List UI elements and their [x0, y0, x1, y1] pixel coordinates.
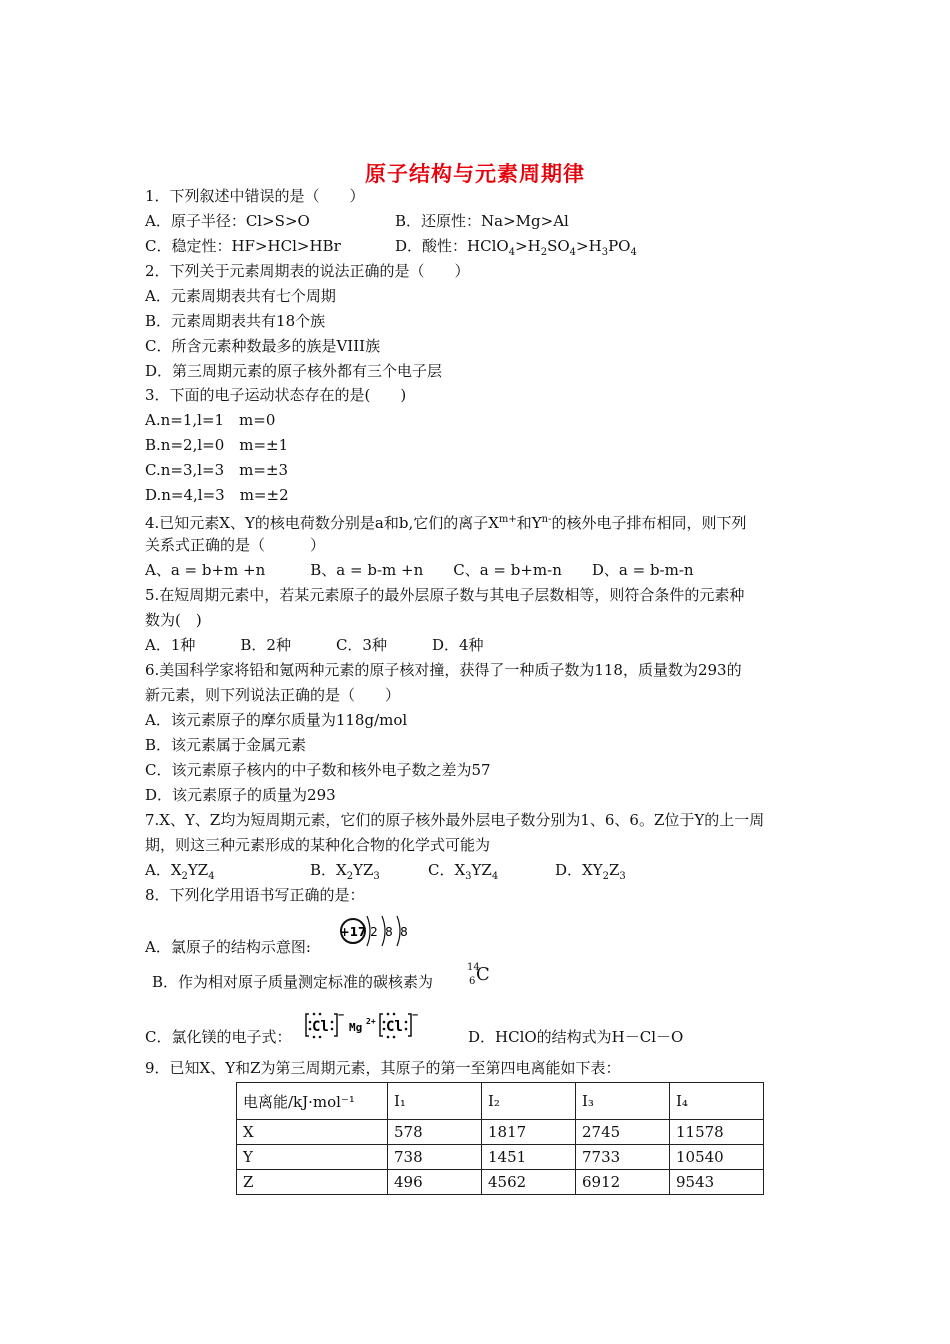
q7-option-b [310, 860, 380, 887]
mgcl2-electron-formula [300, 1008, 440, 1040]
q1-d-sub: 4 [630, 247, 637, 258]
q4-charge: m+ [498, 514, 517, 525]
electron-dot [393, 1013, 396, 1016]
q6-option-c: C．该元素原子核内的中子数和核外电子数之差为57 [145, 761, 491, 779]
table-cell: 2745 [576, 1120, 670, 1145]
table-cell: 578 [388, 1120, 482, 1145]
table-cell: Y [237, 1145, 388, 1170]
electron-dot [393, 1036, 396, 1039]
q3-option-c: C.n=3,l=3 m=±3 [145, 461, 289, 479]
q1-d-prefix: D．酸性：HClO [395, 237, 509, 255]
q7-sub: 2 [346, 871, 354, 882]
q4-stem-line1 [145, 510, 747, 533]
table-cell: 11578 [670, 1120, 764, 1145]
q7-sub: 4 [491, 871, 499, 882]
q1-d-sub: 3 [601, 247, 609, 258]
electron-dot [319, 1013, 322, 1016]
bracket-left [380, 1014, 383, 1036]
q7-sub: 4 [208, 871, 215, 882]
chlorine-symbol: Cl [386, 1019, 403, 1035]
table-header-row [237, 1083, 764, 1120]
q5-options: A．1种 B．2种 C．3种 D．4种 [145, 636, 484, 654]
q2-option-a: A．元素周期表共有七个周期 [145, 287, 336, 305]
q9-stem: 9．已知X、Y和Z为第三周期元素，其原子的第一至第四电离能如下表： [145, 1059, 621, 1077]
chloride-charge: − [412, 1010, 419, 1021]
q7-option-a [145, 860, 215, 887]
mass-number: 14 [467, 962, 480, 973]
q1-d-part1: >H [515, 237, 541, 255]
table-cell: 7733 [576, 1145, 670, 1170]
shell-1-electrons: 2 [370, 925, 378, 939]
table-cell: 496 [388, 1170, 482, 1195]
electron-dot [387, 1036, 390, 1039]
element-symbol: C [476, 964, 490, 985]
q1-option-c: C．稳定性：HF>HCl>HBr [145, 237, 341, 255]
electron-dot [319, 1036, 322, 1039]
q6-stem-line2: 新元素，则下列说法正确的是（ ） [145, 686, 401, 704]
q1-d-sub: 4 [569, 247, 577, 258]
chlorine-symbol: Cl [312, 1019, 329, 1035]
q7-b-text: B．X [310, 861, 347, 879]
table-cell: 6912 [576, 1170, 670, 1195]
q4-stem-line2: 关系式正确的是（ ） [145, 536, 326, 554]
q8-option-b: B．作为相对原子质量测定标准的碳核素为 [152, 973, 434, 991]
q6-option-a: A．该元素原子的摩尔质量为118g/mol [145, 711, 408, 729]
q6-option-b: B．该元素属于金属元素 [145, 736, 307, 754]
q7-a-text: YZ [187, 861, 209, 879]
nucleus-charge: +17 [339, 925, 367, 939]
header-cell: I₁ [388, 1083, 482, 1120]
q7-sub: 3 [619, 871, 626, 882]
q2-stem: 2．下列关于元素周期表的说法正确的是（ ） [145, 262, 470, 280]
bracket-right [408, 1014, 411, 1036]
table-cell: 4562 [482, 1170, 576, 1195]
q7-stem-line2: 期，则这三种元素形成的某种化合物的化学式可能为 [145, 836, 491, 854]
electron-dot [331, 1021, 334, 1024]
table-cell: 738 [388, 1145, 482, 1170]
q2-option-d: D．第三周期元素的原子核外都有三个电子层 [145, 362, 443, 380]
q3-option-a: A.n=1,l=1 m=0 [145, 411, 276, 429]
electron-dot [313, 1036, 316, 1039]
q7-a-text: A．X [145, 861, 182, 879]
electron-dot [405, 1021, 408, 1024]
q7-option-d [555, 860, 626, 887]
q6-stem-line1: 6.美国科学家将铅和氪两种元素的原子核对撞，获得了一种质子数为118，质量数为293的 [145, 661, 742, 679]
chloride-charge: − [338, 1010, 345, 1021]
table-cell: Z [237, 1170, 388, 1195]
q1-options-ab [145, 211, 805, 231]
q7-d-text: D．XY [555, 861, 603, 879]
q7-c-text: C．X [428, 861, 466, 879]
ionization-energy-table [236, 1082, 764, 1195]
electron-dot [383, 1028, 386, 1031]
q1-option-a: A．原子半径：Cl>S>O [145, 212, 310, 230]
q1-d-sub: 2 [540, 247, 548, 258]
q7-sub: 3 [373, 871, 380, 882]
header-cell: 电离能/kJ·mol⁻¹ [237, 1083, 388, 1120]
shell-3-electrons: 8 [400, 925, 408, 939]
table-cell: 1817 [482, 1120, 576, 1145]
q1-stem: 1．下列叙述中错误的是（ ） [145, 187, 365, 205]
chlorine-atom-diagram [336, 910, 416, 952]
electron-dot [387, 1013, 390, 1016]
carbon-nuclide [463, 962, 493, 992]
q8-option-d: D．HClO的结构式为H－Cl－O [468, 1028, 684, 1046]
q4-text: 的核外电子排布相同，则下列 [551, 514, 747, 532]
q3-option-b: B.n=2,l=0 m=±1 [145, 436, 289, 454]
header-cell: I₂ [482, 1083, 576, 1120]
table-row [237, 1145, 764, 1170]
q6-option-d: D．该元素原子的质量为293 [145, 786, 336, 804]
q1-d-sub: 4 [508, 247, 516, 258]
q7-sub: 3 [465, 871, 472, 882]
q3-option-d: D.n=4,l=3 m=±2 [145, 486, 289, 504]
table-cell: 9543 [670, 1170, 764, 1195]
electron-dot [331, 1028, 334, 1031]
q7-c-text: YZ [471, 861, 492, 879]
q7-b-text: YZ [353, 861, 374, 879]
q7-d-text: Z [608, 861, 620, 879]
magnesium-symbol: Mg [349, 1021, 363, 1034]
q7-sub: 2 [602, 871, 609, 882]
q4-options: A、a = b+m +n B、a = b-m +n C、a = b+m-n D、a = b-m-n [145, 561, 694, 579]
q2-option-b: B．元素周期表共有18个族 [145, 312, 326, 330]
electron-dot [309, 1028, 312, 1031]
electron-dot [309, 1021, 312, 1024]
q5-stem-line2: 数为( ) [145, 611, 202, 629]
q3-stem: 3．下面的电子运动状态存在的是( ) [145, 386, 407, 404]
q4-text: 4.已知元素X、Y的核电荷数分别是a和b,它们的离子X [145, 514, 499, 532]
q1-d-part2: SO [547, 237, 570, 255]
q4-charge: n- [541, 514, 552, 525]
table-row [237, 1170, 764, 1195]
q7-option-c [428, 860, 498, 887]
page-title: 原子结构与元素周期律 [365, 161, 585, 186]
header-cell: I₄ [670, 1083, 764, 1120]
q8-option-c: C．氯化镁的电子式： [145, 1028, 292, 1046]
electron-dot [313, 1013, 316, 1016]
electron-dot [383, 1021, 386, 1024]
table-cell: X [237, 1120, 388, 1145]
q1-options-cd [145, 236, 805, 256]
atomic-number: 6 [469, 976, 476, 987]
table-row [237, 1120, 764, 1145]
q2-option-c: C．所含元素种数最多的族是VIII族 [145, 337, 381, 355]
table-cell: 10540 [670, 1145, 764, 1170]
q7-stem-line1: 7.X、Y、Z均为短周期元素，它们的原子核外最外层电子数分别为1、6、6。Z位于Y的上一周 [145, 811, 765, 829]
table-cell: 1451 [482, 1145, 576, 1170]
q1-d-part3: >H [576, 237, 602, 255]
q5-stem-line1: 5.在短周期元素中，若某元素原子的最外层原子数与其电子层数相等，则符合条件的元素种 [145, 586, 745, 604]
bracket-right [334, 1014, 337, 1036]
q4-text: 和Y [516, 514, 542, 532]
electron-dot [405, 1028, 408, 1031]
q8-option-a: A．氯原子的结构示意图: [145, 938, 311, 956]
q7-sub: 2 [181, 871, 188, 882]
magnesium-charge: 2+ [366, 1017, 376, 1026]
q8-stem: 8．下列化学用语书写正确的是： [145, 886, 365, 904]
header-cell: I₃ [576, 1083, 670, 1120]
bracket-left [306, 1014, 309, 1036]
q1-d-part4: PO [608, 237, 631, 255]
q1-option-b: B．还原性：Na>Mg>Al [395, 212, 569, 230]
shell-2-electrons: 8 [385, 925, 393, 939]
q1-option-d [395, 236, 637, 263]
